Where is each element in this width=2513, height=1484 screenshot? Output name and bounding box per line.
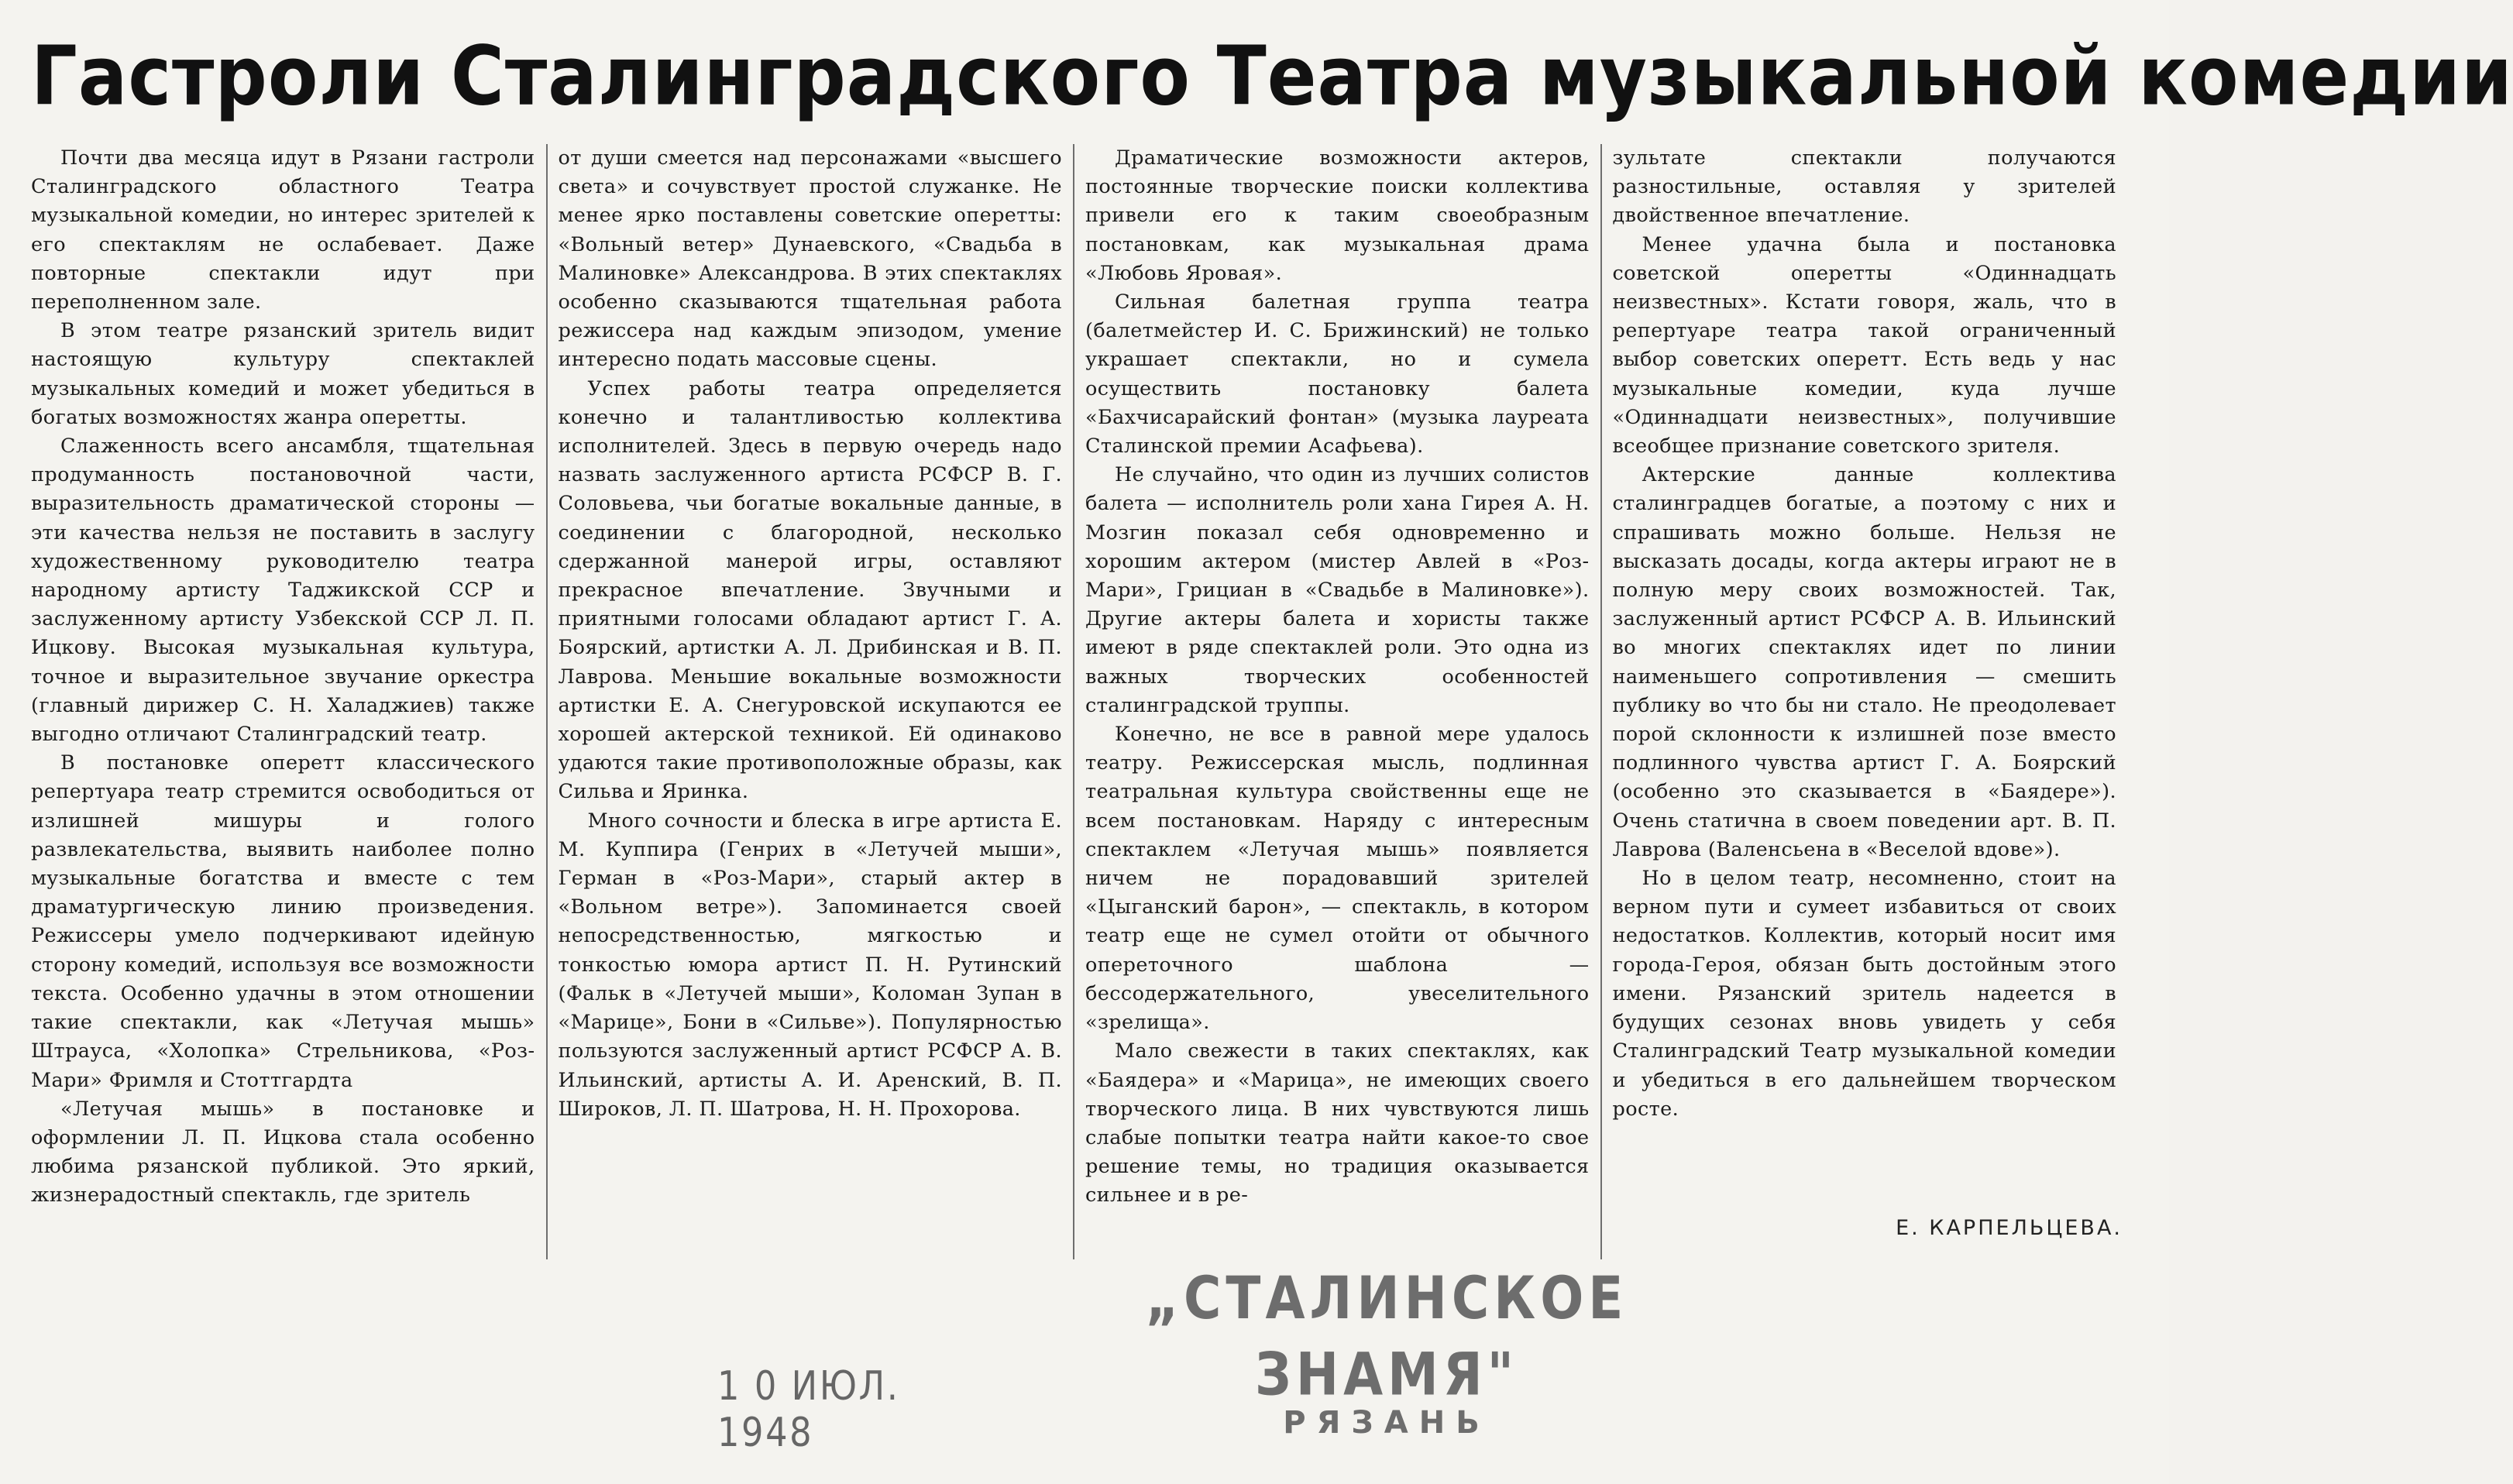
paragraph: Успех работы театра определяется конечно и талантливостью коллектива исполнителей. Здесь в первую очередь надо назвать заслуженного артиста РСФСР В. Г. Соловьева, чьи богатые вокальные данные, в соединении с благородной, несколько сдержанной манерой игры, оставляют прекрасное впечатление. Звучными и приятными голосами обладают артист Г. А. Боярский, артистки А. Л. Дрибинская и В. П. Лаврова. Меньшие вокальные возможности артистки Е. А. Снегуровской искупаются ее хорошей актерской техникой. Ей одинаково удаются такие противоположные образы, как Сильва и Яринка.	[558, 376, 1062, 804]
paragraph: Много сочности и блеска в игре артиста Е. М. Куппира (Генрих в «Летучей мыши», Герман в «Роз-Мари», старый актер в «Вольном ветре»). Запоминается своей непосредственностью, мягкостью и тонкостью юмора артист П. Н. Рутинский (Фальк в «Летучей мыши», Коломан Зупан в «Марице», Бони в «Сильве»). Популярностью пользуются заслуженный артист РСФСР А. В. Ильинский, артисты А. И. Аренский, В. П. Широков, Л. П. Шатрова, Н. Н. Прохорова.	[558, 809, 1062, 1121]
newspaper-stamp	[1100, 1263, 1673, 1441]
paragraph: «Летучая мышь» в постановке и оформлении Л. П. Ицкова стала особенно любима рязанской публикой. Это яркий, жизнерадостный спектакль, где зритель	[31, 1097, 535, 1207]
paragraph: В постановке оперетт классического репертуара театр стремится освободиться от излишней мишуры и голого развлекательства, выявить наиболее полно музыкальные богатства и вместе с тем драматургическую линию произведения. Режиссеры умело подчеркивают идейную сторону комедий, используя все возможности текста. Особенно удачны в этом отношении такие спектакли, как «Летучая мышь» Штрауса, «Холопка» Стрельникова, «Роз-Мари» Фримля и Стоттгардта	[31, 751, 535, 1092]
paragraph: Конечно, не все в равной мере удалось театру. Режиссерская мысль, подлинная театральная культура свойственны еще не всем постановкам. Наряду с интересным спектаклем «Летучая мышь» появляется ничем не порадовавший зрителей «Цыганский барон», — спектакль, в котором театр еще не сумел отойти от обычного опереточного шаблона — бессодержательного, увеселительного «зрелища».	[1085, 723, 1590, 1035]
author-signature: Е. КАРПЕЛЬЦЕВА.	[1896, 1216, 2123, 1240]
paragraph: Мало свежести в таких спектаклях, как «Баядера» и «Марица», не имеющих своего творческого лица. В них чувствуются лишь слабые попытки театра найти какое-то свое решение темы, но традиция оказывается сильнее и в ре-	[1085, 1039, 1590, 1207]
paragraph: Почти два месяца идут в Рязани гастроли Сталинградского областного Театра музыкальной комедии, но интерес зрителей к его спектаклям не ослабевает. Даже повторные спектакли идут при переполненном зале.	[31, 146, 535, 314]
stamp-subtitle: РЯЗАНЬ	[1283, 1405, 1490, 1441]
paragraph: Драматические возможности актеров, постоянные творческие поиски коллектива привели его к таким своеобразным постановкам, как музыкальная драма «Любовь Яровая».	[1085, 146, 1590, 285]
date-stamp: 1 0 ИЮЛ. 1948	[717, 1363, 900, 1456]
article-column-4	[1602, 144, 2128, 1259]
paragraph: Менее удачна была и постановка советской оперетты «Одиннадцать неизвестных». Кстати говоря, жаль, что в репертуаре театра такой ограниченный выбор советских оперетт. Есть ведь у нас музыкальные комедии, куда лучше «Одиннадцати неизвестных», получившие всеобщее признание советского зрителя.	[1612, 232, 2116, 459]
paragraph: зультате спектакли получаются разностильные, оставляя у зрителей двойственное впечатление.	[1612, 146, 2116, 228]
article-column-3	[1074, 144, 1602, 1259]
article-body	[20, 144, 2127, 1259]
article-column-1	[20, 144, 548, 1259]
paragraph: Слаженность всего ансамбля, тщательная продуманность постановочной части, выразительность драматической стороны — эти качества нельзя не поставить в заслугу художественному руководителю театра народному артисту Таджикской ССР и заслуженному артисту Узбекской ССР Л. П. Ицкову. Высокая музыкальная культура, точное и выразительное звучание оркестра (главный дирижер С. Н. Халаджиев) также выгодно отличают Сталинградский театр.	[31, 435, 535, 747]
stamp-title: „СТАЛИНСКОЕ ЗНАМЯ"	[1145, 1263, 1628, 1410]
paragraph: от души смеется над персонажами «высшего света» и сочувствует простой служанке. Не менее ярко поставлены советские оперетты: «Вольный ветер» Дунаевского, «Свадьба в Малиновке» Александрова. В этих спектаклях особенно сказываются тщательная работа режиссера над каждым эпизодом, умение интересно подать массовые сцены.	[558, 146, 1062, 372]
paragraph: В этом театре рязанский зритель видит настоящую культуру спектаклей музыкальных комедий и может убедиться в богатых возможностях жанра оперетты.	[31, 319, 535, 429]
paragraph: Сильная балетная группа театра (балетмейстер И. С. Брижинский) не только украшает спектакли, но и сумела осуществить постановку балета «Бахчисарайский фонтан» (музыка лауреата Сталинской премии Асафьева).	[1085, 290, 1590, 459]
paragraph: Не случайно, что один из лучших солистов балета — исполнитель роли хана Гирея А. Н. Мозгин показал себя одновременно и хорошим актером (мистер Авлей в «Роз-Мари», Грициан в «Свадьбе в Малиновке»). Другие актеры балета и хористы также имеют в ряде спектаклей роли. Это одна из важных творческих особенностей сталинградской труппы.	[1085, 463, 1590, 717]
headline: Гастроли Сталинградского Театра музыкальной комедии	[31, 29, 2513, 125]
paragraph: Но в целом театр, несомненно, стоит на верном пути и сумеет избавиться от своих недостатков. Коллектив, который носит имя города-Героя, обязан быть достойным этого имени. Рязанский зритель надеется в будущих сезонах вновь увидеть у себя Сталинградский Театр музыкальной комедии и убедиться в его дальнейшем творческом росте.	[1612, 867, 2116, 1121]
article-column-2	[548, 144, 1075, 1259]
paragraph: Актерские данные коллектива сталинградцев богатые, а поэтому с них и спрашивать можно больше. Нельзя не высказать досады, когда актеры играют не в полную меру своих возможностей. Так, заслуженный артист РСФСР А. В. Ильинский во многих спектаклях идет по линии наименьшего сопротивления — смешить публику во что бы ни стало. Не преодолевает порой склонности к излишней позе вместо подлинного чувства артист Г. А. Боярский (особенно это сказывается в «Баядере»). Очень статична в своем поведении арт. В. П. Лаврова (Валенсьена в «Веселой вдове»).	[1612, 463, 2116, 861]
